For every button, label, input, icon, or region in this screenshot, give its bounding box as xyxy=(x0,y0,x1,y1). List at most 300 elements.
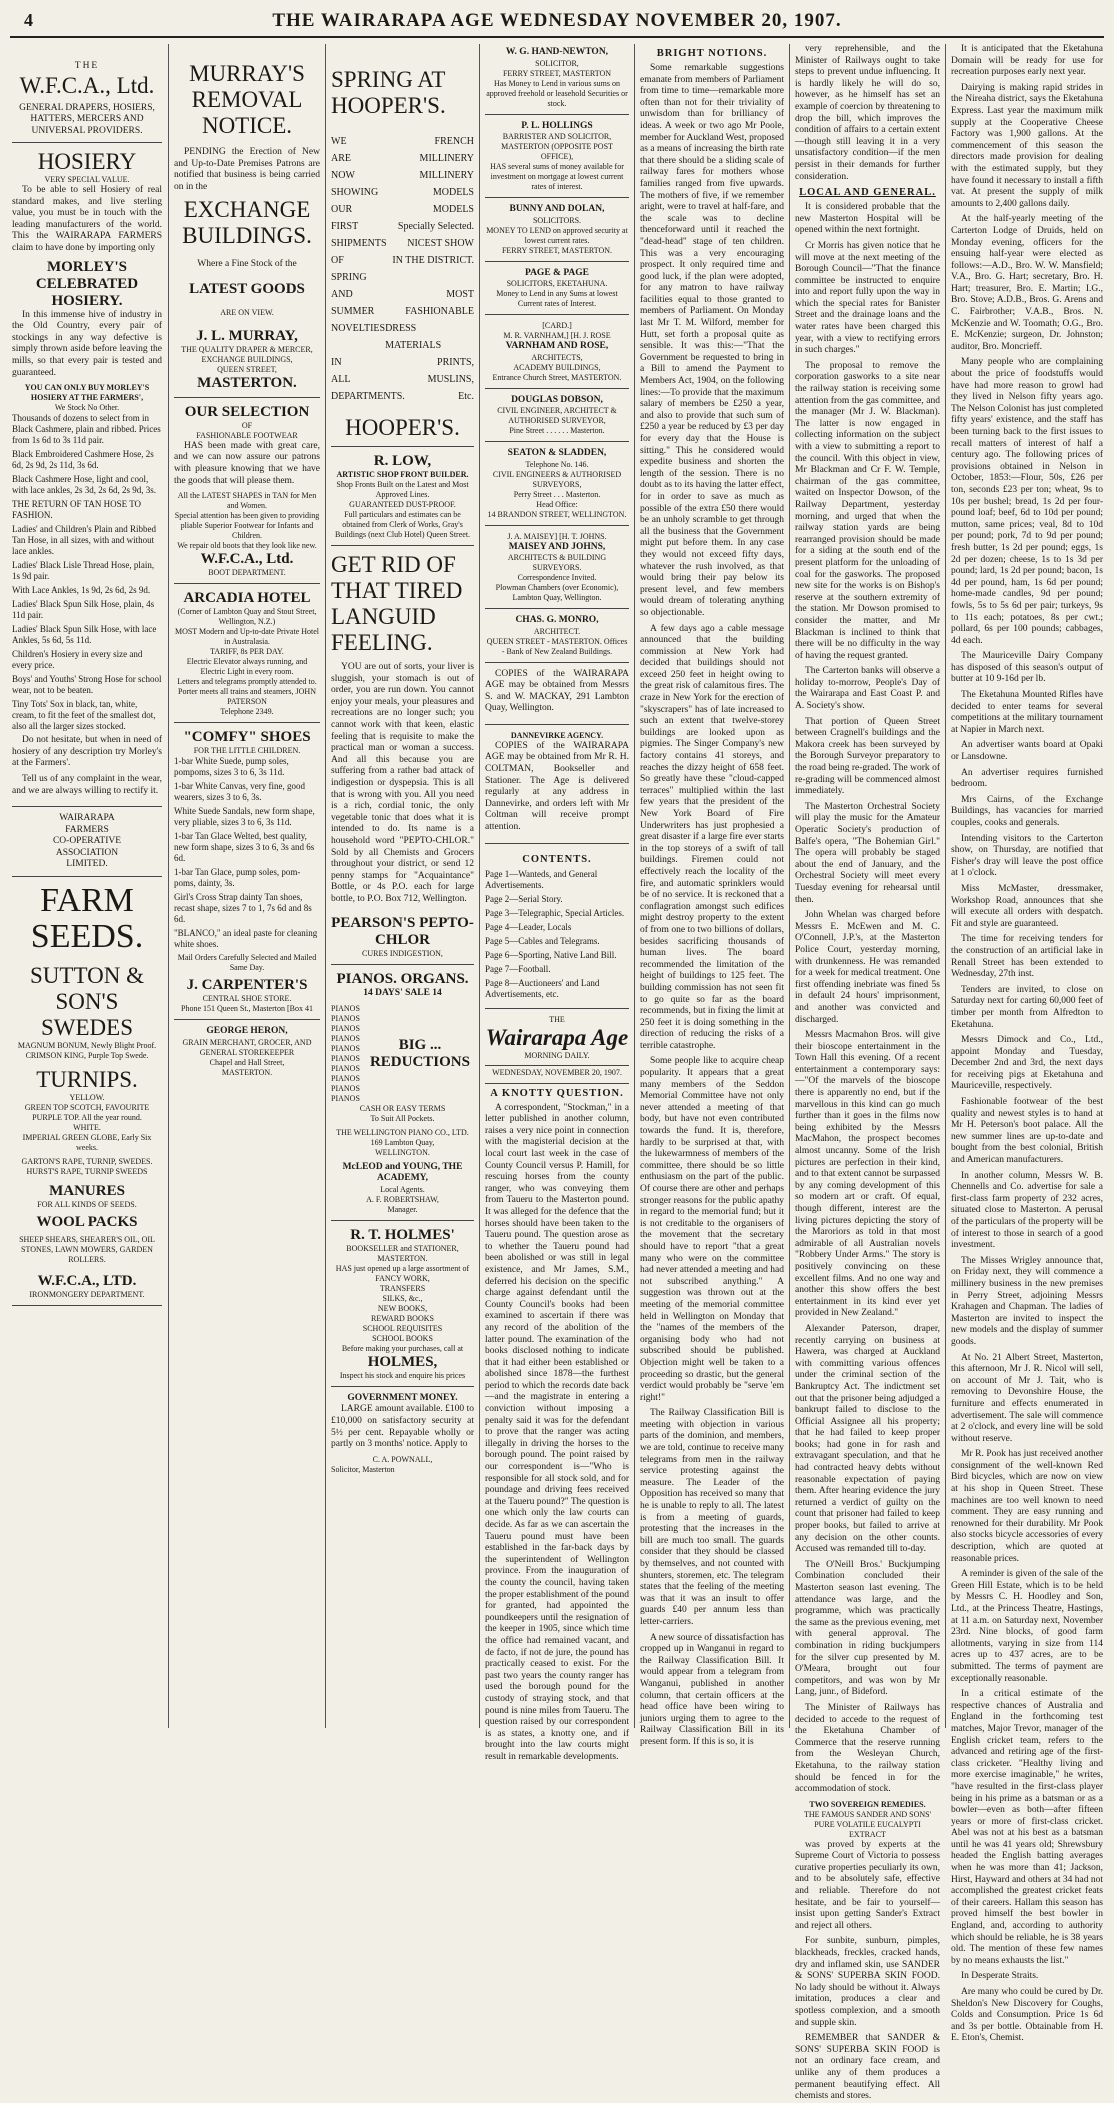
article-paragraph: In Desperate Straits. xyxy=(961,1971,1039,1982)
jl-addr-1: EXCHANGE BUILDINGS, xyxy=(201,354,293,364)
comfy-item: "BLANCO," an ideal paste for cleaning white shoes. xyxy=(174,928,318,950)
turnips-yellow: YELLOW. xyxy=(69,1092,105,1102)
arcadia-letters: Letters and telegrams promptly attended to. xyxy=(177,677,317,687)
knotty-article xyxy=(485,1103,629,1764)
holmes-item: FANCY WORK, xyxy=(375,1273,430,1283)
bunny-card xyxy=(485,201,629,262)
heron-text: GRAIN MERCHANT, GROCER, AND GENERAL STOREKEEPER xyxy=(182,1037,312,1057)
bright-title: BRIGHT NOTIONS. xyxy=(656,48,768,59)
contents-box xyxy=(485,847,629,1009)
comfy-item: White Suede Sandals, new form shape, very pliable, sizes 3 to 6, 3s 11d. xyxy=(174,806,315,828)
page-name: PAGE & PAGE xyxy=(524,267,590,278)
hoopers-name: HOOPER'S. xyxy=(345,415,460,440)
article-paragraph: Messrs Dimock and Co., Ltd., appoint Monday and Tuesday, December 2nd and 3rd, the next days for receiving pigs at Eketahuna and Mauriceville, respectively. xyxy=(951,1035,1103,1092)
paper-the: THE xyxy=(549,1014,565,1024)
spring-right: NICEST SHOW xyxy=(407,238,474,249)
pianos-word: PIANOS xyxy=(331,1053,360,1063)
holmes-inspect: Inspect his stock and enquire his prices xyxy=(339,1370,466,1380)
copies-1: COPIES of the WAIRARAPA AGE may be obtained from Messrs S. and W. MACKAY, 291 Lambton Quay, Wellington. xyxy=(485,668,629,714)
arcadia-phone: Telephone 2349. xyxy=(220,707,274,717)
coop-line: WAIRARAPA xyxy=(59,813,115,824)
pianos-word: PIANOS xyxy=(331,1003,360,1013)
contents-title: CONTENTS. xyxy=(522,853,592,865)
murray-removal-advert xyxy=(174,44,320,398)
turnips-title: TURNIPS. xyxy=(36,1066,138,1092)
hosiery-item: THE RETURN OF TAN HOSE TO FASHION. xyxy=(12,499,142,521)
newton-card xyxy=(485,44,629,115)
farm-seeds-advert xyxy=(12,880,162,1306)
spring-title: SPRING AT HOOPER'S. xyxy=(331,67,446,118)
newton-role: SOLICITOR, xyxy=(535,58,579,68)
article-paragraph: Alexander Paterson, draper, recently carrying on business at Hawera, was charged at Auckland with committing various offences under the criminal section of the Bankruptcy Act. The indictment set out that the prisoner being adjudged a bankrupt failed to disclose to the Official Assignee all his property; that he had failed to keep proper books; had gone in for rash and extravagant speculation, and that he had contracted heavy debts without reasonable expectation of paying them. After hearing evidence the jury returned a verdict of guilty on the count that prisoner had failed to keep proper books, but failed to arrive at any decision on the other counts. Accused was remanded till to-day. xyxy=(795,1323,940,1555)
bunny-name: BUNNY AND DOLAN, xyxy=(509,204,605,214)
bunny-text: MONEY TO LEND on approved security at lowest current rates. xyxy=(486,225,628,245)
hosiery-item: Thousands of dozens to select from in Black Cashmere, plain and ribbed. Prices from 1s 6d to 3s 11d pair. xyxy=(12,413,161,446)
morley-title: MORLEY'S CELEBRATED HOSIERY. xyxy=(35,258,139,309)
spring-left: NOVELTIES xyxy=(331,323,386,334)
holmes-item: SCHOOL BOOKS xyxy=(372,1333,433,1343)
holmes-footer: HOLMES, xyxy=(367,1353,438,1370)
selection-advert xyxy=(174,401,320,584)
seaton-name: SEATON & SLADDEN, xyxy=(507,448,607,458)
spring-right: MILLINERY xyxy=(419,153,474,164)
spring-row xyxy=(331,133,474,150)
remedies-advert xyxy=(795,1840,940,2103)
article-paragraph: An advertiser wants board at Opaki or Lansdowne. xyxy=(951,740,1103,763)
article-paragraph: Fashionable footwear of the best quality and newest styles is to hand at Mr H. Peterson's boot palace. All the new summer lines are up-to-date and bought from the best colonial, British and American manufacturers. xyxy=(951,1097,1103,1166)
spring-right: DRESS MATERIALS xyxy=(385,323,442,351)
sutton-varieties: MAGNUM BONUM, Newly Blight Proof. CRIMSON KING, Purple Top Swede. xyxy=(17,1040,157,1060)
article-paragraph: The Carterton banks will observe a holiday to-morrow, People's Day of the Wairarapa and East Coast P. and A. Society's show. xyxy=(795,666,940,712)
varnham-sub: ACADEMY BUILDINGS, xyxy=(513,362,601,372)
spring-left: ALL xyxy=(331,374,351,385)
article-paragraph: It is considered probable that the new Masterton Hospital will be opened within the next fortnight. xyxy=(795,202,940,236)
wool-packs: WOOL PACKS xyxy=(36,1213,138,1230)
arcadia-addr: (Corner of Lambton Quay and Stout Street, Wellington, N.Z.) xyxy=(177,607,317,627)
pianos-word: PIANOS xyxy=(331,1033,360,1043)
page-text: Money to Lend in any Sums at lowest Current rates of Interest. xyxy=(496,289,618,308)
turnips-white-list: IMPERIAL GREEN GLOBE, Early Six weeks. xyxy=(22,1132,152,1152)
copies-notice xyxy=(485,666,629,725)
hosiery-item: Ladies' Black Spun Silk Hose, with lace Ankles, 5s 6d, 5s 11d. xyxy=(12,624,157,646)
bright-article xyxy=(640,63,784,1749)
article-paragraph: An advertiser requires furnished bedroom. xyxy=(951,767,1103,790)
comfy-item: 1-bar White Suede, pump soles, pompoms, sizes 3 to 6, 3s 11d. xyxy=(174,756,289,778)
wfca-name: W.F.C.A., Ltd. xyxy=(19,72,155,98)
article-paragraph: Intending visitors to the Carterton show, on Thursday, are notified that Fisher's dray will leave the post office at 1 o'clock. xyxy=(951,833,1103,879)
govt-name: C. A. POWNALL, xyxy=(372,1454,433,1464)
local-title: LOCAL AND GENERAL. xyxy=(799,187,936,199)
spring-right: FASHIONABLE xyxy=(405,306,474,317)
arcadia-advert xyxy=(174,587,320,723)
local-agents: Local Agents. xyxy=(380,1184,425,1194)
pianos-word: PIANOS xyxy=(331,1013,360,1023)
column-rule xyxy=(325,44,326,1728)
article-paragraph: Mr R. Pook has just received another consignment of the well-known Red Bird bicycles, which are now on view at his shop in Queen Street. These machines are too well known to need comment. They are easy running and renowned for their durability. Mr Pook also stocks bicycle accessories of every description, which are quoted at reasonable prices. xyxy=(951,1449,1103,1564)
comfy-title: "COMFY" SHOES xyxy=(183,729,311,746)
heron-advert xyxy=(174,1023,320,1083)
seaton-addr-3: 14 BRANDON STREET, WELLINGTON. xyxy=(487,509,627,519)
low-title: R. LOW, xyxy=(373,453,432,469)
article-paragraph: Tenders are invited, to close on Saturday next for carting 60,000 feet of timber per month from Alfredton to Eketahuna. xyxy=(951,984,1103,1030)
spring-right: Specially Selected. xyxy=(397,221,474,232)
article-paragraph: At No. 21 Albert Street, Masterton, this afternoon, Mr J. R. Nicol will sell, on account of Mr J. Tait, who is removing to Devonshire House, the furniture and effects enumerated in advertisement. The sale will commence at 2 o'clock, and every line will be sold without reserve. xyxy=(951,1352,1103,1444)
local-continued xyxy=(951,44,1103,2045)
pianos-title: PIANOS. ORGANS. xyxy=(336,971,469,988)
carpenter-title: J. CARPENTER'S xyxy=(186,977,308,994)
hosiery-item: Ladies' and Children's Plain and Ribbed Tan Hose, in all sizes, with and without lace ankles. xyxy=(12,524,156,557)
manures-title: MANURES xyxy=(49,1182,125,1199)
paper-title: Wairarapa Age xyxy=(485,1024,629,1050)
article-paragraph: In a critical estimate of the respective chances of Australia and England in the forthcoming test matches, Major Trevor, manager of the English cricket team, refers to the advanced and retiring age of the first-class cricketer. "Healthy living and more exercise imaginable," he writes, "have resulted in the first-class player being in his prime as a batsman or as a bowler—even as both—after fifteen years or more of first-class cricket. Abel was not at his best as a batsman until he was 41 years old; Shrewsbury headed the English batting averages when he was more than 41; Jackson, Hirst, Hayward and others at 34 had not accomplished the greatest cricket feats of their careers. Hallam this season has proved himself the best bowler in England, and, according to authority which should be reliable, he is 38 years old. The mention of these few names by no means exhausts the list." xyxy=(951,1689,1103,1966)
jl-town: MASTERTON. xyxy=(197,374,297,391)
spring-right: MILLINERY xyxy=(419,170,474,181)
newton-addr: FERRY STREET, MASTERTON xyxy=(502,68,612,78)
carpenter-addr: Phone 151 Queen St., Masterton [Box 41 xyxy=(181,1004,313,1014)
article-paragraph: It is anticipated that the Eketahuna Domain will be ready for use for recreation purposes early next year. xyxy=(951,44,1103,78)
holmes-text: HAS just opened up a large assortment of xyxy=(335,1263,470,1273)
column-3 xyxy=(331,44,474,1728)
wfca-desc: GENERAL DRAPERS, HOSIERS, HATTERS, MERCERS AND UNIVERSAL PROVIDERS. xyxy=(19,102,155,136)
article-paragraph: A reminder is given of the sale of the Green Hill Estate, which is to be held by Messrs C. H. Hoodley and Son, Ltd., at the Princess Theatre, Hastings, at 11 a.m. on Saturday next, November 23rd. Nine blocks, of good farm allotments, varying in size from 114 acres up to 437 acres, are to be submitted. The terms of payment are exceptionally reasonable. xyxy=(951,1569,1103,1684)
article-paragraph: Are many who could be cured by Dr. Sheldon's New Discovery for Coughs, Colds and Consumption. Price 1s 6d and 3s per bottle. Obtainable from H. E. Eton's, Chemist. xyxy=(951,1987,1103,2044)
seaton-addr-1: Perry Street . . . Masterton. xyxy=(513,489,601,499)
farm-seeds-title: FARM SEEDS. xyxy=(30,881,144,955)
low-full: Full particulars and estimates can be obtained from Clerk of Works, Gray's Buildings (next Club Hotel) Queen Street. xyxy=(334,510,471,539)
hosiery-item: Black Embroidered Cashmere Hose, 2s 6d, 2s 9d, 2s 11d, 3s 6d. xyxy=(12,449,154,471)
article-paragraph: The Minister of Railways has decided to accede to the request of the Eketahuna Chamber of Commerce that the reserve running from the Wesleyan Church, Eketahuna, to the railway station should be fenced in for the accommodation of stock. xyxy=(795,1702,940,1795)
article-paragraph: Many people who are complaining about the price of foodstuffs would have had more reason to growl had they lived in Nelson fifty years ago. The Nelson Colonist has just completed fifty years' existence, and the staff has been turning back to the first issues to recall matters of interest of half a century ago. The following prices of provisions obtained in Nelson in October, 1853:—Flour, 50s, £26 per ton, seconds £23 per ton; wheat, 9s to 10s per bushel; bread, 1s 2d per four-pound loaf; beef, 6d to 10d per pound; mutton, same prices; veal, 8d to 10d per pound; pork, 7d to 9d per pound; fresh butter, 1s 2d per pound; eggs, 1s 2d per dozen; cheese, 1s to 1s 3d per pound; lard, 1s 2d per pound; bacon, 1s 4d per pound, ham, 1s 6d per pound; home-made candles, 9d per pound; fowls, 5s to 5s 6d per pair; turkeys, 9s to 11s each; potatoes, 8s per cwt.; pollard, 6s per 100 pounds; cabbages, 4d each. xyxy=(951,357,1103,646)
article-paragraph: Miss McMaster, dressmaker, Workshop Road, announces that she will execute all orders with despatch. Fit and style are guaranteed. xyxy=(951,883,1103,929)
spring-left: SPRING xyxy=(331,272,367,283)
maisey-text: Correspondence Invited. xyxy=(517,573,597,582)
article-paragraph: The Misses Wrigley announce that, on Friday next, they will commence a millinery business in the new premises in Perry Street, adjoining Messrs Krahagen and Chapman. The ladies of Masterton are invited to inspect the new models and the display of summer goods. xyxy=(951,1255,1103,1347)
coop-line: CO-OPERATIVE xyxy=(52,836,122,847)
contents-item: Page 8—Auctioneers' and Land Advertisements, etc. xyxy=(485,977,600,999)
article-paragraph: For sunbite, sunburn, pimples, blackheads, freckles, cracked hands, dry and inflamed skin, use SANDER & SONS' SUPERBA SKIN FOOD. No lady should be without it. Always imitation, produces a clear and spotless complexion, and a smooth and supple skin. xyxy=(795,1936,940,2028)
card-label: [CARD.] xyxy=(542,321,572,330)
hosiery-item: Ladies' Black Spun Silk Hose, plain, 4s 11d pair. xyxy=(12,599,155,621)
cash-terms: CASH OR EASY TERMS xyxy=(359,1103,446,1113)
varnham-names: M. R. VARNHAM,] [H. J. ROSE xyxy=(503,331,611,340)
spring-left: AND xyxy=(331,289,353,300)
article-paragraph: The proposal to remove the corporation gasworks to a site near the railway station is receiving some attention from the gas committee, and the manager (Mr J. W. Blackman). The latter is now engaged in collecting information on the subject with a view to submitting a report to the council. With this object in view, Mr Blackman and Cr F. W. Temple, chairman of the gas committee, waited on Inspector Dowson, of the Railway Department, yesterday morning, and urged that when the railway station yards are being rearranged provision should be made for a siding at the south end of the present platform for the unloading of coal for the gasworks. The proposed new site for the works is on Bishop's reserve at the southern extremity of the station. Mr Dowson promised to consider the matter, and Mr Blackman is inclined to think that there will be no difficulty in the way of having the request granted. xyxy=(795,360,940,661)
article-paragraph: very reprehensible, and the Minister of Railways ought to take steps to prevent undue influencing. It is hardly likely he will do so, however, as he himself has set an example of coercion by threatening to drop the bill, which improves the condition of affairs to a certain extent—though still leaving it in a very unsatisfactory condition—if the men persist in their demands for further consideration. xyxy=(795,44,940,182)
contents-list xyxy=(485,869,629,1000)
days-sale: 14 DAYS' SALE 14 xyxy=(363,988,442,999)
manures-sub: FOR ALL KINDS OF SEEDS. xyxy=(37,1199,137,1209)
manager: Manager. xyxy=(387,1204,418,1214)
contents-item: Page 6—Sporting, Native Land Bill. xyxy=(485,949,617,960)
wfca-the: THE xyxy=(74,61,100,71)
munro-role: ARCHITECT. xyxy=(533,626,581,636)
pearson-title: PEARSON'S PEPTO-CHLOR xyxy=(331,915,474,949)
column-rule xyxy=(634,44,635,1728)
arcadia-tariff: TARIFF, 8s PER DAY. xyxy=(210,647,284,657)
holmes-item: SILKS, &c., xyxy=(382,1293,423,1303)
maisey-name: MAISEY AND JOHNS, xyxy=(508,541,606,552)
hosiery-item: Boys' and Youths' Strong Hose for school wear, not to be beaten. xyxy=(12,674,162,696)
pianos-word: PIANOS xyxy=(331,1093,360,1103)
hollings-name: P. L. HOLLINGS xyxy=(521,120,593,131)
turnips-yellow-list: GREEN TOP SCOTCH, FAVOURITE PURPLE TOP. All the year round. xyxy=(24,1102,150,1122)
comfy-sub: FOR THE LITTLE CHILDREN. xyxy=(193,746,301,756)
spring-left: FIRST xyxy=(331,221,359,232)
article-paragraph: At the half-yearly meeting of the Carterton Lodge of Druids, held on Monday evening, officers for the ensuing half-year were elected as follows:—A.D., Bro. W. W. Mansfield; V.A., Bro. G. Hart; secretary, Bro. H. Hart; treasurer, Bro. E. Martin; I.G., Bro. Stove; A.D.B., Bros. G. Arens and C. Fairbrother; V.A.B., Bros. N. McKenzie and W. Toomath; O.G., Bro. E. McKenzie; surgeon, Dr. Johnston; auditor, Bro. Moncrieff. xyxy=(951,214,1103,352)
spring-row xyxy=(331,286,474,303)
hosiery-item: Children's Hosiery in every size and every price. xyxy=(12,649,143,671)
maisey-card xyxy=(485,529,629,610)
article-paragraph: Dairying is making rapid strides in the Nireaha district, says the Eketahuna Express. Last year the maximum milk supply at the Cooperative Cheese Factory was 1,900 gallons. At the commencement of this season the directors made provision for dealing with the estimated supply, but they have found it necessary to install a fifth vat. At present the supply of milk amounts to 2,400 gallons daily. xyxy=(951,82,1103,209)
wfca-advert xyxy=(12,44,162,143)
garton: GARTON'S RAPE, TURNIP, SWEDES. HURST'S RAPE, TURNIP SWEEDS xyxy=(21,1156,153,1176)
seaton-phone: Telephone No. 146. xyxy=(525,459,589,469)
holmes-item: SCHOOL REQUISITES xyxy=(362,1323,443,1333)
low-text: Shop Fronts Built on the Latest and Most Approved Lines. xyxy=(336,480,469,499)
wellington-piano: THE WELLINGTON PIANO CO., LTD. xyxy=(336,1127,469,1137)
maisey-role: ARCHITECTS & BUILDING SURVEYORS. xyxy=(507,553,607,572)
spring-right: MODELS xyxy=(432,187,474,198)
ironmongery-dept: IRONMONGERY DEPARTMENT. xyxy=(29,1289,145,1299)
article-paragraph: The time for receiving tenders for the construction of an artificial lake in Renall Street has been extended to Wednesday, 27th inst. xyxy=(951,934,1103,980)
wfca-boot: W.F.C.A., Ltd. xyxy=(200,551,294,568)
hosiery-title: HOSIERY xyxy=(37,149,137,174)
article-paragraph: John Whelan was charged before Messrs E. McEwen and M. C. O'Connell, J.P.'s, at the Masterton Police Court, yesterday morning, with drunkenness. He was remanded for a week for medical treatment. One first offending inebriate was fined 5s in default 24 hours' imprisonment, and another was convicted and discharged. xyxy=(795,910,940,1025)
article-paragraph: The Masterton Orchestral Society will play the music for the Amateur Operatic Society's production of Balfe's opera, "The Bohemian Girl." The opera will probably be staged about the end of January, and the Orchestral Society will meet every Tuesday evening for rehearsal until then. xyxy=(795,801,940,905)
spring-left: SUMMER xyxy=(331,306,375,317)
govt-role: Solicitor, Masterton xyxy=(331,1464,395,1474)
sutton-title: SUTTON & SON'S SWEDES xyxy=(30,962,144,1040)
contents-item: Page 3—Telegraphic, Special Articles. xyxy=(485,907,625,918)
spring-row xyxy=(331,320,474,354)
spring-left: IN xyxy=(331,357,342,368)
robertshaw: A. F. ROBERTSHAW, xyxy=(366,1194,439,1204)
contents-item: Page 5—Cables and Telegrams. xyxy=(485,935,600,946)
contents-item: Page 7—Football. xyxy=(485,963,551,974)
selection-of: OF xyxy=(241,420,253,430)
pianos-advert xyxy=(331,968,474,1221)
pianos-word: PIANOS xyxy=(331,1073,360,1083)
munro-card xyxy=(485,612,629,663)
varnham-addr: Entrance Church Street, MASTERTON. xyxy=(492,372,622,382)
hoopers-advert xyxy=(331,44,474,447)
holmes-item: REWARD BOOKS xyxy=(371,1313,434,1323)
arcadia-elevator: Electric Elevator always running, and Electric Light in every room. xyxy=(186,657,308,677)
only-buy: YOU CAN ONLY BUY MORLEY'S HOSIERY AT THE FARMERS', xyxy=(24,383,150,403)
jl-desc: THE QUALITY DRAPER & MERCER, xyxy=(181,344,313,354)
boot-dept: BOOT DEPARTMENT. xyxy=(208,568,286,578)
holmes-advert xyxy=(331,1224,474,1387)
holmes-item: NEW BOOKS, xyxy=(377,1303,428,1313)
pianos-word: PIANOS xyxy=(331,1043,360,1053)
spring-left: OUR xyxy=(331,204,353,215)
mcleod: McLEOD and YOUNG, THE ACADEMY, xyxy=(342,1161,463,1184)
spring-right: PRINTS, xyxy=(437,357,474,368)
contents-item: Page 2—Serial Story. xyxy=(485,893,563,904)
dobson-name: DOUGLAS DOBSON, xyxy=(511,394,603,405)
page-card xyxy=(485,265,629,316)
spring-row xyxy=(331,269,474,286)
column-2 xyxy=(174,44,320,1728)
hosiery-item: With Lace Ankles, 1s 9d, 2s 6d, 2s 9d. xyxy=(12,585,151,596)
hollings-role: BARRISTER AND SOLICITOR, xyxy=(502,132,612,141)
selection-text: HAS been made with great care, and we can now assure our patrons with pleasure knowing that we have the goods that will please them. xyxy=(174,440,320,486)
big-reductions: BIG ... REDUCTIONS xyxy=(369,1036,470,1070)
article-paragraph: The Mauriceville Dairy Company has disposed of this season's output of butter at 10 9-16d per lb. xyxy=(951,651,1103,685)
arcadia-title: ARCADIA HOTEL xyxy=(183,590,311,607)
article-paragraph: Some remarkable suggestions emanate from members of Parliament from time to time—remarkable more often than not for their triviality of unwisdom than for brilliancy of ideas. A week or two ago Mr Poole, member for Auckland West, proposed as a means of increasing the birth rate that there should be a sliding scale of railway fares for mothers whose families ranged from five upwards. The mothers of five, if we remember aright, were to travel at half-fare, and the scale was to decline thenceforward until it reached the "dead-head" stage of ten children. This was a very encouraging prospect. It only required time and good luck, if the plan were adopted, for any matron to have railway facilities equal to those granted to members of Parliament. On Monday last Mr T. M. Wilford, member for Hutt, set forth a proposal quite as sensible. It was this:—"That the Government be requested to bring in a Bill to amend the Payment to Members Act, 1904, on the following lines:—To provide that the maximum salary of members be £250 a year, and also to provide that such sum of £250 a year be reduced by £3 per day for every day that the House is sitting." This he considered would expedite business and shorten the length of the session. There is no doubt as to its having the latter effect, for in order to save as much as possible of the extra £50 there would be an unholy scramble to get through all the business that the Government might put before them. In any case they would not exceed fifty days, whatever the rush involved, as that would bring their pay below its present level, and few members would dream of tolerating anything so objectionable. xyxy=(640,63,784,618)
getrid-advert xyxy=(331,549,474,965)
dobson-card xyxy=(485,392,629,443)
morley-text: In this immense hive of industry in the Old Country, every pair of stockings in any way defective is simply thrown aside before leaving the mills, so that every pair is tested and guaranteed. xyxy=(12,309,162,378)
comfy-item: 1-bar Tan Glace Welted, best quality, new form shape, sizes 3 to 6, 3s and 6s 6d. xyxy=(174,831,315,864)
on-view: ARE ON VIEW. xyxy=(220,307,274,317)
munro-addr: QUEEN STREET - MASTERTON. Offices - Bank of New Zealand Buildings. xyxy=(486,636,628,656)
paper-date: WEDNESDAY, NOVEMBER 20, 1907. xyxy=(485,1065,629,1078)
holmes-before: Before making your purchases, call at xyxy=(341,1343,464,1353)
article-paragraph: A few days ago a cable message announced that the building commission at New York had decided that buildings should not exceed 250 feet in height owing to the great risk of calamitous fires. The craze in New York for the erection of "skyscrapers" has of late increased to such an extent that twelve-storey buildings are looked upon as pigmies. The Singer Company's new factory contains 41 storeys, and reaches the dizzy height of 658 feet. So greatly have these "cloud-capped terraces" multiplied within the last few years that the president of the New York Board of Fire Underwriters has just prophesied a great disaster if a large fire ever starts in the top storeys of a swift of tall buildings. Firemen could not effectively reach the locality of the fire, and automatic sprinklers would be of no service. It is reckoned that a conflagration amongst such edifices might destroy property to the extent of from one to two billions of dollars, besides sacrificing thousands of human lives. The board recommended the limitation of the height of buildings to 125 feet. The building commission has not seen fit to go quite so far as the board recommends, but in fixing the limit at 250 feet it is doing something in the direction of reducing the risks of a terrible catastrophe. xyxy=(640,623,784,1051)
spring-row xyxy=(331,167,474,184)
holmes-list xyxy=(331,1274,474,1344)
jl-addr-2: QUEEN STREET, xyxy=(217,364,277,374)
varnham-card xyxy=(485,318,629,389)
article-paragraph: Mrs Cairns, of the Exchange Buildings, has vacancies for married couples, cooks and generals. xyxy=(951,794,1103,828)
low-sub: ARTISTIC SHOP FRONT BUILDER. xyxy=(336,470,469,479)
article-paragraph: A new source of dissatisfaction has cropped up in Wanganui in regard to the Railway Classification Bill. It would appear from a telegram from Wanganui, published in another column, that certain officers at the head office have been wiring to juniors urging them to agree to the Railway Classification Bill in its present form. If this is so, it is xyxy=(640,1632,784,1747)
article-paragraph: A correspondent, "Stockman," in a letter published in another column, raises a very nice point in connection with the magisterial decision at the local court last week in the case of County Council versus P. Hamill, for rescuing horses from the county ranger, who was conveying them from Taueru to the Masterton pound. It was alleged for the defence that the horses should have been taken to the Taueru pound. The question arose as to whether the Taueru pound had been abolished or was still in legal existence, and Mr James, S.M., deferred his decision on the specific charge against defendant until the County Council's books had been examined to ascertain if there was any record of the abolition of the latter pound. The examination of the books disclosed nothing to indicate that it had either been established or abolished since 1878—the furthest period to which the records date back—and the magistrate in entering a conviction without imposing a penalty said it was for the defendant to prove that the ranger was acting illegally in driving the horses to the borough pound. The point raised by our correspondent is—"Who is responsible for all stock sold, and for poundage and driving fees received at the Taueru pound?" The question is one which only the law courts can decide. As far as we can ascertain the Taueru pound must have been established in the far-back days by the superintendent of Wellington province. From the inauguration of the county the council, having taken the proper establishment of the pound for granted, had appointed the poundkeepers until the resignation of the keeper in 1905, since which time the office had remained vacant, and de facto, if not de jure, the pound has practically ceased to exist. For the past two years the county ranger has used the borough pound for the custody of straying stock, and that pound is nine miles from Taueru. The question raised by our correspondent is as states, a knotty one, and if brought into the law courts might result in remarkable developments. xyxy=(485,1102,629,1762)
bright-continued xyxy=(795,44,940,183)
article-paragraph: REMEMBER that SANDER & SONS' SUPERBA SKIN FOOD is not an ordinary face cream, and unlike any of them produces a permanent beautifying effect. All chemists and stores. xyxy=(795,2033,940,2102)
lambton: 169 Lambton Quay, xyxy=(370,1137,435,1147)
pianos-word: PIANOS xyxy=(331,1083,360,1093)
spring-right: IN THE DISTRICT. xyxy=(392,255,474,266)
spring-row xyxy=(331,303,474,320)
remedies-title: TWO SOVEREIGN REMEDIES. xyxy=(809,1799,926,1809)
column-6 xyxy=(795,44,940,2102)
removal-title: MURRAY'S REMOVAL NOTICE. xyxy=(189,61,305,138)
pianos-word: PIANOS xyxy=(331,1023,360,1033)
page-role: SOLICITORS, EKETAHUNA. xyxy=(506,279,608,288)
spring-row xyxy=(331,201,474,218)
govt-money-advert xyxy=(331,1390,474,1480)
dannevirke-title: DANNEVIRKE AGENCY. xyxy=(510,730,604,740)
coop-line: ASSOCIATION xyxy=(55,847,119,858)
spring-row xyxy=(331,252,474,269)
contents-item: Page 1—Wanteds, and General Advertisements. xyxy=(485,868,598,890)
removal-text: PENDING the Erection of New and Up-to-Date Premises Patrons are notified that business is being carried on in the xyxy=(174,147,320,192)
hosiery-closing-2: Tell us of any complaint in the wear, and we are always willing to rectify it. xyxy=(12,773,162,796)
hosiery-item: Black Cashmere Hose, light and cool, with lace ankles, 2s 3d, 2s 6d, 2s 9d, 3s. xyxy=(12,474,156,496)
carpenter-sub: CENTRAL SHOE STORE. xyxy=(202,994,292,1004)
bunny-role: SOLICITORS. xyxy=(532,215,582,225)
heron-title: GEORGE HERON, xyxy=(206,1026,288,1037)
spring-left: SHOWING xyxy=(331,187,379,198)
coop-advert xyxy=(12,810,162,877)
getrid-title: GET RID OF THAT TIRED LANGUID FEELING. xyxy=(331,552,463,655)
hosiery-sub: VERY SPECIAL VALUE. xyxy=(44,175,130,184)
comfy-advert xyxy=(174,726,320,1020)
local-article xyxy=(795,202,940,1796)
column-1 xyxy=(12,44,162,1728)
knotty-title: A KNOTTY QUESTION. xyxy=(490,1087,624,1099)
repair-line: We repair old boots that they look like new. xyxy=(177,541,317,551)
hosiery-item: Tiny Tots' Sox in black, tan, white, cream, to fit the feet of the smallest dot, also all the larger sizes stocked. xyxy=(12,699,156,732)
spring-right: MOST xyxy=(446,289,474,300)
maisey-names: J. A. MAISEY] [H. T. JOHNS. xyxy=(507,531,607,541)
turnips-white: WHITE. xyxy=(73,1122,101,1132)
masthead xyxy=(10,8,1104,38)
newton-text: Has Money to Lend in various sums on approved freehold or leasehold Securities or stock. xyxy=(486,78,628,108)
article-paragraph: Cr Morris has given notice that he will move at the next meeting of the Borough Council—"That the finance committee be instructed to enquire into and report fully upon the way in which the special rates for Banister Street and the drainage loans and the water rates have been charged this year, with a view to rectifying errors in such charges." xyxy=(795,240,940,356)
arcadia-porter: Porter meets all trains and steamers, JOHN PATERSON xyxy=(178,687,316,707)
wfca-footer: W.F.C.A., LTD. xyxy=(37,1272,137,1289)
spring-row xyxy=(331,388,474,405)
spring-row xyxy=(331,218,474,235)
low-advert xyxy=(331,450,474,546)
dobson-addr: Pine Street . . . . . . Masterton. xyxy=(509,426,605,435)
spring-left: ARE xyxy=(331,153,351,164)
copies-2: COPIES of the WAIRARAPA AGE may be obtained from Mr R. H. COLTMAN, Bookseller and Stationer. The Age is delivered regularly at any address in Dannevirke, and orders left with Mr Coltman will receive prompt attention. xyxy=(485,740,629,833)
spring-row xyxy=(331,184,474,201)
fine-stock: Where a Fine Stock of the xyxy=(197,259,297,270)
pianos-word: PIANOS xyxy=(331,1063,360,1073)
selection-sub: FASHIONABLE FOOTWEAR xyxy=(196,430,298,440)
pianos-block xyxy=(331,1004,474,1104)
sheep-shears: SHEEP SHEARS, SHEARER'S OIL, OIL STONES, LAWN MOWERS, GARDEN ROLLERS. xyxy=(19,1234,155,1264)
spring-left: NOW xyxy=(331,170,355,181)
article-paragraph: That portion of Queen Street between Cragnell's buildings and the Makora creek has been surveyed by the Borough Surveyor preparatory to the road being re-graded. The work of re-grading will be commenced almost immediately. xyxy=(795,716,940,797)
hosiery-intro: To be able to sell Hosiery of real standard makes, and live sterling value, you must be in touch with the leading manufacturers of the world. This the WAIRARAPA FARMERS claim to have done by importing only xyxy=(12,185,162,253)
contents-item: Page 4—Leader, Locals xyxy=(485,921,572,932)
selection-latest: All the LATEST SHAPES in TAN for Men and Women. xyxy=(177,491,317,511)
bunny-addr: FERRY STREET, MASTERTON. xyxy=(501,245,613,255)
pianos-list xyxy=(331,1004,360,1104)
article-paragraph: The Railway Classification Bill is meeting with objection in various parts of the dominion, and members, we are told, continue to receive many telegrams from men in the railway service protesting against the measure. The Leader of the Opposition has received so many that he is unable to reply to all. The latest is from a meeting of guards, protesting that the increases in the bill are much too small. The guards consider that they should be classed by themselves, and not counted with shunters, storemen, etc. The telegram states that the feeling of the meeting was that it was an insult to offer guards £40 per annum less than letter-carriers. xyxy=(640,1408,784,1627)
article-paragraph: Messrs Macmahon Bros. will give their bioscope entertainment in the Town Hall this evening. Of a recent entertainment a contemporary says:—"Of the marvels of the bioscope there is apparently no end, but if the marvellous in this kind can go much further than it goes in the films now being exhibited by the Messrs MacMahon, the prospect becomes almost uncanny. Some of the Irish pictures are perfection in their kind, and to that extent cannot be surpassed by any coming development of this so modern art or craft. Of equal, though different, interest are the living pictures depicting the story of the Maroriors as told in that most admirable of all Australian novels "Robbery Under Arms." The story is positively convincing on these excellent films. And no one way and another this show offers the best entertainment in its kind ever yet provided in New Zealand." xyxy=(795,1030,940,1319)
munro-name: CHAS. G. MONRO, xyxy=(515,615,599,625)
paper-masthead xyxy=(485,1012,629,1084)
mail-orders: Mail Orders Carefully Selected and Mailed Same Day. xyxy=(177,953,317,973)
hollings-card xyxy=(485,118,629,199)
heron-addr: Chapel and Hall Street, xyxy=(209,1057,285,1067)
column-7 xyxy=(951,44,1103,2044)
spring-row xyxy=(331,150,474,167)
comfy-list xyxy=(174,756,320,950)
varnham-role: ARCHITECTS, xyxy=(531,352,583,362)
latest-goods: LATEST GOODS xyxy=(189,280,305,297)
hollings-addr: MASTERTON (OPPOSITE POST OFFICE), xyxy=(501,142,613,161)
spring-row xyxy=(331,371,474,388)
spring-right: FRENCH xyxy=(434,136,474,147)
wellington: WELLINGTON. xyxy=(375,1147,430,1157)
getrid-text: YOU are out of sorts, your liver is sluggish, your stomach is out of order, you are run down. You cannot enjoy your meals, your pleasures and recreations are no longer such; you cannot work with that keen, elastic feeling that is requisite to make the practical man or woman a success. And all this because you are suffering from a rather bad attack of indigestion or dyspepsia. This is all that is wrong with you. All you need is a rich, cordial tonic, the only vegetable tonic that does what it is intended to do. Its name is a household word "PEPTO-CHLOR." Sold by all Chemists and Grocers throughout your district, or send 12 penny stamps for "Acquaintance" Bottle, or 4s P.O. each for large bottle, to P.O. Box 712, Wellington. xyxy=(331,662,474,904)
hosiery-list xyxy=(12,413,162,732)
hosiery-advert xyxy=(12,146,162,807)
spring-right: Etc. xyxy=(458,391,474,402)
spring-rows xyxy=(331,133,474,405)
govt-title: GOVERNMENT MONEY. xyxy=(347,1392,458,1403)
article-paragraph: In another column, Messrs W. B. Chennells and Co. advertise for sale a first-class farm property of 232 acres, situated close to Masterton. A perusal of the particulars of the property will be of interest to those in search of a good investment. xyxy=(951,1170,1103,1251)
comfy-item: 1-bar White Canvas, very fine, good wearers, sizes 3 to 6, 3s. xyxy=(174,781,306,803)
jl-murray: J. L. MURRAY, xyxy=(196,327,298,344)
stock-none: We Stock No Other. xyxy=(54,403,120,413)
paper-sub: MORNING DAILY. xyxy=(524,1050,590,1060)
spring-left: WE xyxy=(331,136,347,147)
hosiery-item: Ladies' Black Lisle Thread Hose, plain, 1s 9d pair. xyxy=(12,560,155,582)
seaton-addr-2: Head Office: xyxy=(536,499,578,509)
spring-row xyxy=(331,235,474,252)
column-rule xyxy=(789,44,790,1728)
